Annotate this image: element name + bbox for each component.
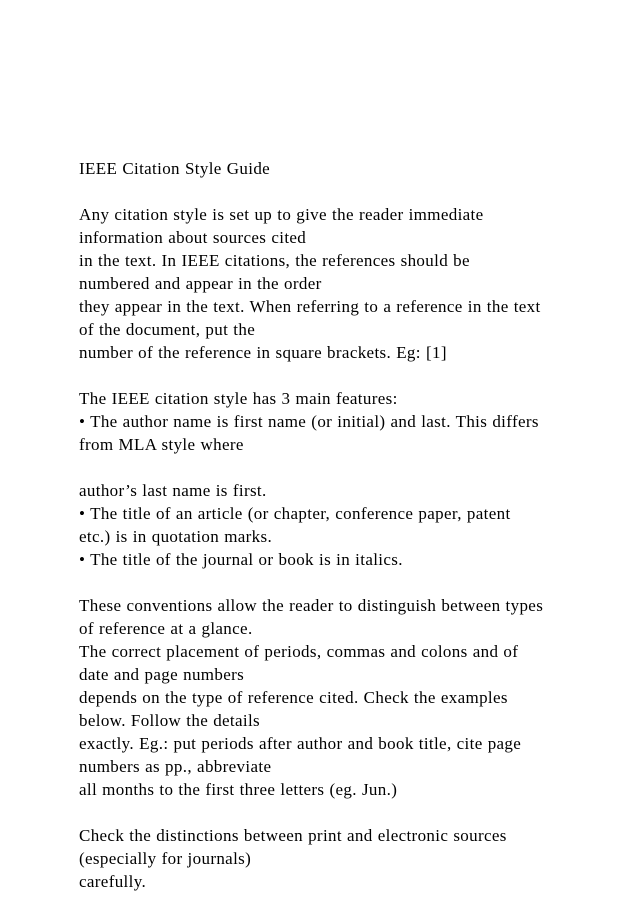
text-line: exactly. Eg.: put periods after author and book title, cite page <box>79 734 522 753</box>
features-list <box>79 479 619 571</box>
distinctions-paragraph <box>79 824 619 893</box>
conventions-paragraph <box>79 594 619 801</box>
text-line: • The author name is first name (or initial) and last. This differs <box>79 412 539 431</box>
text-line: from MLA style where <box>79 435 244 454</box>
text-line: of the document, put the <box>79 320 256 339</box>
text-line: below. Follow the details <box>79 711 261 730</box>
text-line: author’s last name is first. <box>79 481 267 500</box>
text-line: These conventions allow the reader to distinguish between types <box>79 596 544 615</box>
text-line: • The title of an article (or chapter, conference paper, patent <box>79 504 511 523</box>
text-line: of reference at a glance. <box>79 619 253 638</box>
paragraph-spacer <box>79 456 619 479</box>
text-line: all months to the first three letters (eg. Jun.) <box>79 780 398 799</box>
paragraph-spacer <box>79 364 619 387</box>
text-line: • The title of the journal or book is in italics. <box>79 550 403 569</box>
text-line: Any citation style is set up to give the reader immediate <box>79 205 484 224</box>
text-line: depends on the type of reference cited. Check the examples <box>79 688 508 707</box>
text-line: carefully. <box>79 872 147 891</box>
document-title: IEEE Citation Style Guide <box>79 159 271 178</box>
intro-paragraph <box>79 203 619 364</box>
text-line: they appear in the text. When referring to a reference in the text <box>79 297 541 316</box>
text-line: numbers as pp., abbreviate <box>79 757 272 776</box>
paragraph-spacer <box>79 571 619 594</box>
text-line: in the text. In IEEE citations, the references should be <box>79 251 470 270</box>
text-line: The correct placement of periods, commas and colons and of <box>79 642 519 661</box>
features-paragraph <box>79 387 619 456</box>
text-line: number of the reference in square brackets. Eg: [1] <box>79 343 447 362</box>
paragraph-spacer <box>79 801 619 824</box>
text-line: The IEEE citation style has 3 main features: <box>79 389 398 408</box>
text-line: Check the distinctions between print and electronic sources <box>79 826 507 845</box>
paragraph-spacer <box>79 180 619 203</box>
text-line: numbered and appear in the order <box>79 274 322 293</box>
text-line: etc.) is in quotation marks. <box>79 527 273 546</box>
text-line: (especially for journals) <box>79 849 252 868</box>
text-line: information about sources cited <box>79 228 307 247</box>
text-line: date and page numbers <box>79 665 245 684</box>
document-body <box>79 157 619 893</box>
